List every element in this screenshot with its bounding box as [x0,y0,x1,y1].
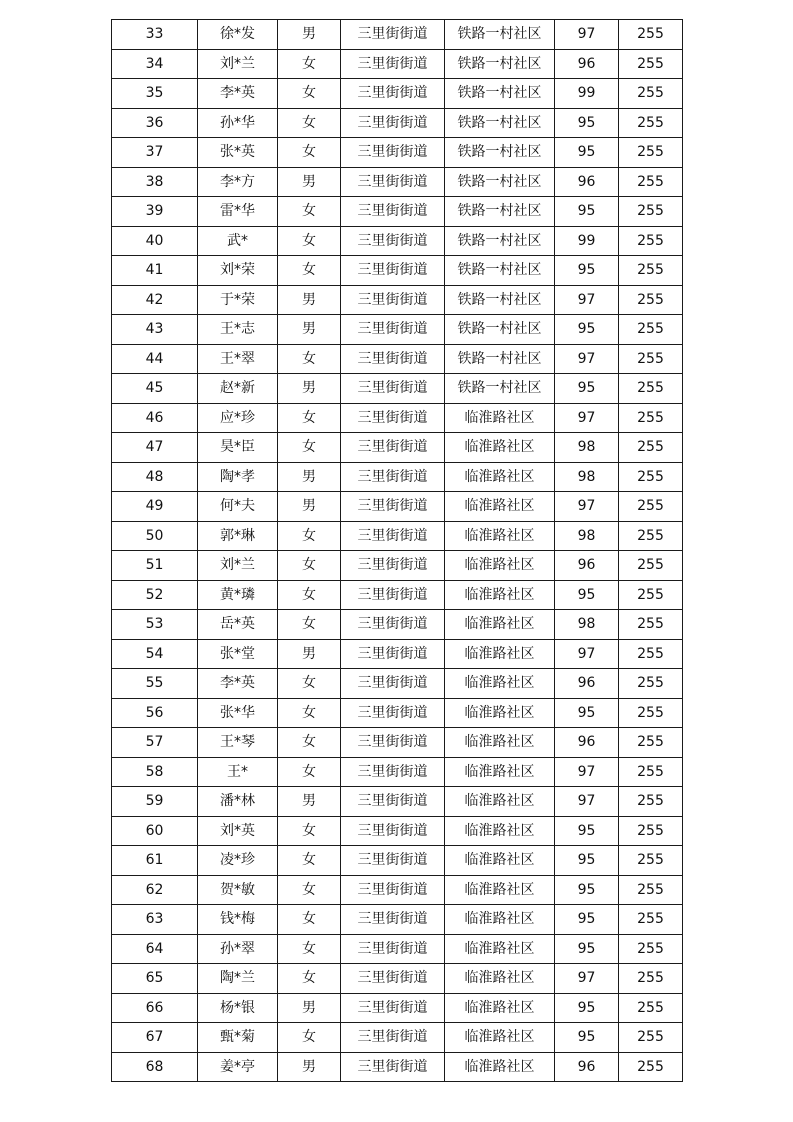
cell-sex: 女 [278,197,341,227]
cell-community: 临淮路社区 [445,610,555,640]
cell-no: 38 [112,167,198,197]
cell-name: 潘*林 [198,787,278,817]
table-row [112,492,683,522]
cell-amount: 255 [619,698,683,728]
cell-sex: 男 [278,787,341,817]
cell-street: 三里街街道 [341,728,445,758]
cell-no: 66 [112,993,198,1023]
cell-street: 三里街街道 [341,816,445,846]
cell-age: 95 [555,993,619,1023]
cell-no: 39 [112,197,198,227]
roster-table [111,19,683,1082]
cell-street: 三里街街道 [341,197,445,227]
cell-age: 96 [555,49,619,79]
cell-name: 刘*荣 [198,256,278,286]
cell-age: 97 [555,285,619,315]
table-row [112,49,683,79]
cell-amount: 255 [619,462,683,492]
cell-street: 三里街街道 [341,226,445,256]
cell-age: 97 [555,757,619,787]
cell-sex: 女 [278,669,341,699]
cell-no: 43 [112,315,198,345]
cell-amount: 255 [619,492,683,522]
cell-no: 47 [112,433,198,463]
cell-no: 46 [112,403,198,433]
cell-community: 铁路一村社区 [445,285,555,315]
cell-no: 33 [112,20,198,50]
cell-street: 三里街街道 [341,49,445,79]
cell-no: 55 [112,669,198,699]
cell-community: 临淮路社区 [445,433,555,463]
cell-age: 96 [555,551,619,581]
cell-street: 三里街街道 [341,462,445,492]
cell-sex: 女 [278,226,341,256]
cell-sex: 女 [278,964,341,994]
cell-community: 铁路一村社区 [445,49,555,79]
cell-no: 65 [112,964,198,994]
cell-sex: 女 [278,521,341,551]
cell-name: 郭*琳 [198,521,278,551]
cell-street: 三里街街道 [341,256,445,286]
cell-amount: 255 [619,226,683,256]
cell-sex: 女 [278,49,341,79]
cell-amount: 255 [619,580,683,610]
cell-community: 临淮路社区 [445,846,555,876]
table-row [112,138,683,168]
cell-community: 临淮路社区 [445,639,555,669]
cell-sex: 女 [278,934,341,964]
cell-name: 陶*兰 [198,964,278,994]
cell-community: 铁路一村社区 [445,315,555,345]
cell-street: 三里街街道 [341,639,445,669]
cell-amount: 255 [619,256,683,286]
cell-sex: 女 [278,256,341,286]
cell-sex: 女 [278,433,341,463]
cell-street: 三里街街道 [341,138,445,168]
cell-amount: 255 [619,728,683,758]
cell-no: 36 [112,108,198,138]
table-row [112,757,683,787]
cell-name: 武* [198,226,278,256]
cell-age: 97 [555,403,619,433]
cell-community: 铁路一村社区 [445,108,555,138]
table-row [112,374,683,404]
cell-age: 98 [555,521,619,551]
cell-amount: 255 [619,993,683,1023]
cell-name: 应*珍 [198,403,278,433]
cell-sex: 女 [278,138,341,168]
table-row [112,905,683,935]
cell-amount: 255 [619,403,683,433]
cell-community: 临淮路社区 [445,521,555,551]
cell-street: 三里街街道 [341,315,445,345]
cell-community: 临淮路社区 [445,728,555,758]
cell-community: 临淮路社区 [445,816,555,846]
cell-age: 95 [555,698,619,728]
cell-age: 97 [555,639,619,669]
cell-sex: 女 [278,344,341,374]
table-row [112,433,683,463]
cell-age: 95 [555,905,619,935]
cell-age: 98 [555,462,619,492]
cell-street: 三里街街道 [341,1023,445,1053]
cell-amount: 255 [619,757,683,787]
cell-age: 99 [555,226,619,256]
cell-age: 95 [555,580,619,610]
cell-street: 三里街街道 [341,374,445,404]
cell-amount: 255 [619,875,683,905]
cell-amount: 255 [619,964,683,994]
table-row [112,167,683,197]
cell-amount: 255 [619,79,683,109]
cell-name: 张*英 [198,138,278,168]
cell-no: 54 [112,639,198,669]
table-row [112,79,683,109]
cell-name: 贺*敏 [198,875,278,905]
cell-street: 三里街街道 [341,285,445,315]
cell-age: 97 [555,492,619,522]
cell-sex: 女 [278,403,341,433]
cell-age: 95 [555,875,619,905]
cell-community: 临淮路社区 [445,669,555,699]
cell-community: 临淮路社区 [445,492,555,522]
cell-street: 三里街街道 [341,698,445,728]
cell-amount: 255 [619,905,683,935]
cell-community: 临淮路社区 [445,580,555,610]
cell-street: 三里街街道 [341,167,445,197]
cell-sex: 女 [278,551,341,581]
cell-street: 三里街街道 [341,580,445,610]
cell-no: 51 [112,551,198,581]
cell-age: 97 [555,344,619,374]
table-row [112,285,683,315]
cell-name: 李*英 [198,669,278,699]
cell-name: 刘*兰 [198,551,278,581]
cell-amount: 255 [619,49,683,79]
cell-community: 临淮路社区 [445,1023,555,1053]
cell-street: 三里街街道 [341,521,445,551]
cell-name: 黄*璘 [198,580,278,610]
cell-name: 于*荣 [198,285,278,315]
cell-name: 甄*菊 [198,1023,278,1053]
roster-table-body [112,20,683,1082]
cell-name: 岳*英 [198,610,278,640]
cell-no: 56 [112,698,198,728]
cell-sex: 男 [278,20,341,50]
cell-no: 45 [112,374,198,404]
table-row [112,521,683,551]
cell-name: 张*堂 [198,639,278,669]
cell-name: 赵*新 [198,374,278,404]
table-row [112,934,683,964]
cell-no: 34 [112,49,198,79]
cell-community: 铁路一村社区 [445,20,555,50]
cell-amount: 255 [619,285,683,315]
cell-community: 铁路一村社区 [445,138,555,168]
cell-age: 95 [555,315,619,345]
cell-street: 三里街街道 [341,20,445,50]
cell-age: 95 [555,934,619,964]
cell-no: 40 [112,226,198,256]
cell-community: 铁路一村社区 [445,197,555,227]
cell-community: 铁路一村社区 [445,344,555,374]
cell-no: 60 [112,816,198,846]
cell-street: 三里街街道 [341,875,445,905]
table-row [112,639,683,669]
cell-name: 张*华 [198,698,278,728]
cell-street: 三里街街道 [341,905,445,935]
cell-amount: 255 [619,197,683,227]
cell-community: 临淮路社区 [445,934,555,964]
cell-street: 三里街街道 [341,79,445,109]
cell-community: 临淮路社区 [445,403,555,433]
cell-street: 三里街街道 [341,964,445,994]
table-row [112,669,683,699]
cell-age: 95 [555,197,619,227]
cell-age: 95 [555,256,619,286]
table-row [112,256,683,286]
cell-age: 95 [555,846,619,876]
cell-sex: 男 [278,1052,341,1082]
cell-sex: 女 [278,79,341,109]
cell-no: 49 [112,492,198,522]
cell-no: 37 [112,138,198,168]
cell-sex: 男 [278,374,341,404]
cell-amount: 255 [619,521,683,551]
cell-name: 王*琴 [198,728,278,758]
cell-age: 98 [555,433,619,463]
table-row [112,108,683,138]
cell-name: 王* [198,757,278,787]
cell-age: 97 [555,964,619,994]
cell-street: 三里街街道 [341,108,445,138]
cell-no: 57 [112,728,198,758]
cell-name: 雷*华 [198,197,278,227]
table-row [112,728,683,758]
cell-amount: 255 [619,20,683,50]
cell-street: 三里街街道 [341,669,445,699]
cell-street: 三里街街道 [341,344,445,374]
cell-street: 三里街街道 [341,993,445,1023]
table-row [112,993,683,1023]
cell-no: 50 [112,521,198,551]
cell-community: 临淮路社区 [445,964,555,994]
cell-age: 95 [555,816,619,846]
cell-no: 64 [112,934,198,964]
cell-amount: 255 [619,433,683,463]
cell-name: 王*翠 [198,344,278,374]
cell-no: 68 [112,1052,198,1082]
table-row [112,462,683,492]
cell-amount: 255 [619,344,683,374]
table-row [112,197,683,227]
cell-street: 三里街街道 [341,433,445,463]
cell-community: 临淮路社区 [445,905,555,935]
cell-no: 67 [112,1023,198,1053]
cell-name: 孙*翠 [198,934,278,964]
cell-sex: 男 [278,285,341,315]
cell-name: 孙*华 [198,108,278,138]
cell-sex: 女 [278,905,341,935]
cell-age: 97 [555,20,619,50]
cell-street: 三里街街道 [341,551,445,581]
table-row [112,964,683,994]
cell-sex: 女 [278,1023,341,1053]
table-row [112,610,683,640]
cell-name: 钱*梅 [198,905,278,935]
cell-name: 陶*孝 [198,462,278,492]
cell-no: 35 [112,79,198,109]
cell-no: 63 [112,905,198,935]
cell-amount: 255 [619,787,683,817]
cell-sex: 女 [278,728,341,758]
table-row [112,551,683,581]
cell-age: 97 [555,787,619,817]
cell-no: 48 [112,462,198,492]
cell-sex: 女 [278,580,341,610]
cell-age: 95 [555,1023,619,1053]
cell-name: 刘*兰 [198,49,278,79]
cell-amount: 255 [619,1052,683,1082]
cell-age: 99 [555,79,619,109]
cell-street: 三里街街道 [341,934,445,964]
cell-community: 临淮路社区 [445,875,555,905]
cell-sex: 女 [278,757,341,787]
cell-amount: 255 [619,551,683,581]
cell-street: 三里街街道 [341,610,445,640]
cell-community: 铁路一村社区 [445,226,555,256]
cell-sex: 男 [278,993,341,1023]
cell-street: 三里街街道 [341,846,445,876]
cell-sex: 男 [278,492,341,522]
cell-community: 临淮路社区 [445,1052,555,1082]
cell-no: 62 [112,875,198,905]
cell-sex: 男 [278,167,341,197]
cell-sex: 女 [278,846,341,876]
cell-street: 三里街街道 [341,492,445,522]
table-row [112,816,683,846]
cell-amount: 255 [619,315,683,345]
cell-community: 铁路一村社区 [445,79,555,109]
cell-street: 三里街街道 [341,757,445,787]
cell-name: 姜*亭 [198,1052,278,1082]
cell-amount: 255 [619,374,683,404]
cell-street: 三里街街道 [341,403,445,433]
cell-community: 临淮路社区 [445,551,555,581]
cell-name: 昊*臣 [198,433,278,463]
cell-name: 杨*银 [198,993,278,1023]
cell-no: 42 [112,285,198,315]
cell-sex: 男 [278,639,341,669]
cell-no: 59 [112,787,198,817]
cell-sex: 男 [278,462,341,492]
cell-age: 96 [555,669,619,699]
cell-amount: 255 [619,167,683,197]
cell-name: 李*英 [198,79,278,109]
cell-amount: 255 [619,108,683,138]
cell-age: 95 [555,108,619,138]
cell-age: 95 [555,138,619,168]
cell-name: 王*志 [198,315,278,345]
table-row [112,580,683,610]
cell-no: 41 [112,256,198,286]
cell-sex: 女 [278,816,341,846]
cell-sex: 女 [278,698,341,728]
cell-amount: 255 [619,639,683,669]
cell-amount: 255 [619,138,683,168]
cell-sex: 女 [278,875,341,905]
cell-amount: 255 [619,1023,683,1053]
cell-no: 58 [112,757,198,787]
cell-community: 临淮路社区 [445,787,555,817]
cell-age: 96 [555,1052,619,1082]
table-row [112,344,683,374]
cell-name: 李*方 [198,167,278,197]
cell-amount: 255 [619,816,683,846]
cell-sex: 女 [278,108,341,138]
cell-name: 徐*发 [198,20,278,50]
cell-name: 凌*珍 [198,846,278,876]
cell-age: 95 [555,374,619,404]
cell-name: 何*夫 [198,492,278,522]
cell-no: 44 [112,344,198,374]
table-row [112,1023,683,1053]
cell-age: 98 [555,610,619,640]
cell-community: 临淮路社区 [445,462,555,492]
cell-amount: 255 [619,934,683,964]
table-row [112,698,683,728]
cell-street: 三里街街道 [341,787,445,817]
cell-age: 96 [555,728,619,758]
cell-community: 临淮路社区 [445,698,555,728]
cell-community: 铁路一村社区 [445,256,555,286]
cell-sex: 男 [278,315,341,345]
cell-no: 52 [112,580,198,610]
table-row [112,226,683,256]
table-row [112,875,683,905]
cell-amount: 255 [619,669,683,699]
cell-street: 三里街街道 [341,1052,445,1082]
table-row [112,846,683,876]
table-row [112,787,683,817]
cell-community: 临淮路社区 [445,993,555,1023]
cell-sex: 女 [278,610,341,640]
cell-amount: 255 [619,610,683,640]
table-row [112,315,683,345]
cell-community: 铁路一村社区 [445,167,555,197]
cell-age: 96 [555,167,619,197]
cell-community: 临淮路社区 [445,757,555,787]
cell-no: 53 [112,610,198,640]
cell-amount: 255 [619,846,683,876]
cell-community: 铁路一村社区 [445,374,555,404]
table-row [112,1052,683,1082]
cell-no: 61 [112,846,198,876]
cell-name: 刘*英 [198,816,278,846]
table-row [112,20,683,50]
table-row [112,403,683,433]
